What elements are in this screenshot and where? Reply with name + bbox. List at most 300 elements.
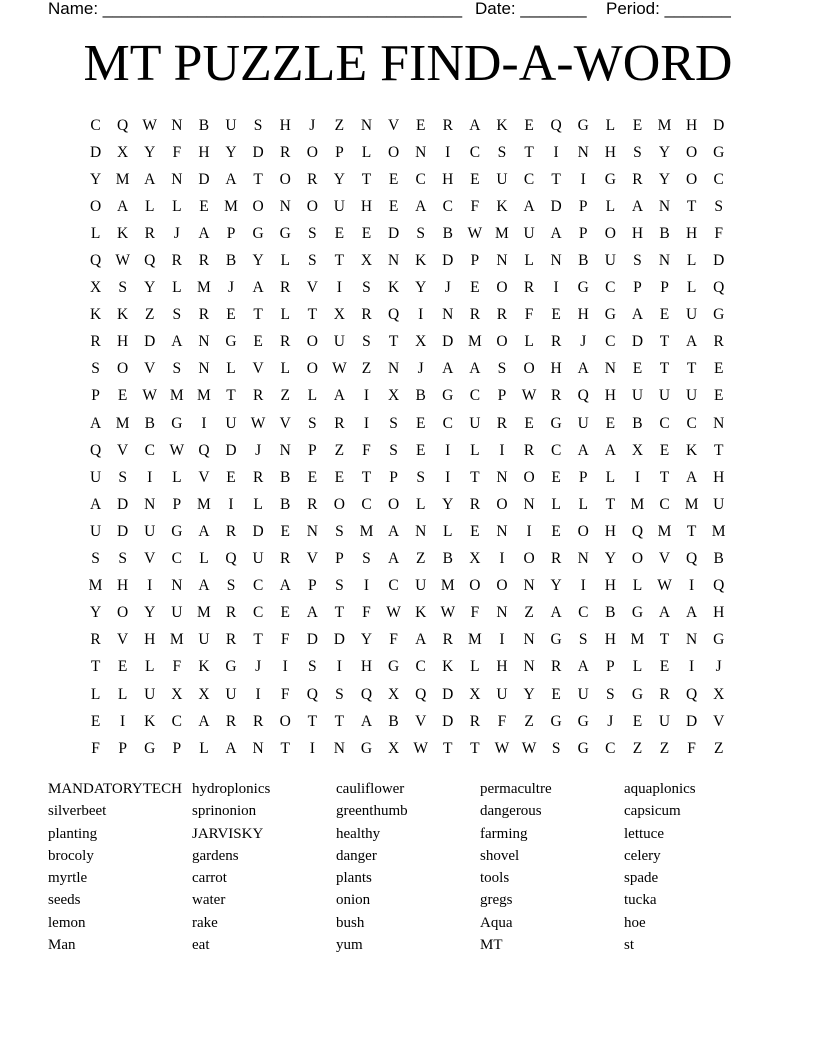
grid-letter: P (118, 739, 127, 757)
grid-letter: N (415, 522, 427, 540)
grid-letter: E (470, 279, 480, 297)
grid-letter: X (198, 685, 210, 703)
grid-letter: F (362, 441, 371, 459)
grid-letter: A (198, 577, 210, 595)
grid-letter: T (388, 333, 399, 351)
grid-letter: R (90, 333, 101, 351)
grid-letter: R (280, 279, 291, 297)
grid-letter: Z (334, 116, 345, 134)
grid-letter: C (469, 387, 481, 405)
grid-letter: P (578, 224, 588, 242)
grid-letter: G (171, 414, 183, 432)
grid-letter: K (198, 658, 210, 676)
grid-letter: K (415, 252, 427, 270)
grid-letter: O (496, 495, 508, 513)
grid-letter: O (523, 550, 535, 568)
word-item: myrtle (48, 870, 88, 887)
grid-letter: L (280, 252, 290, 270)
word-item: sprinonion (192, 803, 257, 820)
grid-letter: R (252, 387, 264, 405)
grid-letter: A (89, 414, 102, 432)
grid-letter: W (494, 739, 510, 757)
word-item: Aqua (480, 914, 513, 931)
grid-letter: E (117, 658, 128, 676)
grid-letter: V (306, 550, 318, 568)
grid-letter: T (686, 522, 697, 540)
grid-letter: A (686, 333, 698, 351)
grid-letter: N (333, 739, 345, 757)
grid-letter: S (416, 224, 425, 242)
grid-letter: M (197, 604, 211, 622)
grid-letter: S (307, 414, 317, 432)
header-fields (48, 0, 738, 20)
grid-letter: B (442, 224, 453, 242)
grid-letter: M (630, 495, 645, 513)
grid-letter: C (388, 577, 399, 595)
grid-letter: D (442, 685, 454, 703)
grid-letter: A (686, 468, 698, 486)
grid-letter: D (713, 116, 725, 134)
grid-letter: F (687, 739, 696, 757)
word-item: seeds (48, 892, 81, 909)
grid-letter: B (280, 468, 291, 486)
grid-letter: C (361, 495, 372, 513)
grid-letter: L (686, 252, 697, 270)
grid-letter: A (523, 197, 535, 215)
grid-letter: L (199, 739, 209, 757)
grid-letter: D (442, 252, 454, 270)
grid-letter: T (253, 170, 263, 188)
grid-letter: B (632, 414, 643, 432)
grid-letter: K (496, 116, 508, 134)
grid-letter: M (495, 224, 509, 242)
grid-letter: I (580, 577, 586, 595)
grid-letter: R (469, 306, 481, 324)
grid-letter: N (523, 495, 535, 513)
grid-letter: U (686, 306, 698, 324)
grid-letter: L (280, 360, 290, 378)
grid-letter: E (415, 116, 426, 134)
word-item: capsicum (624, 803, 681, 820)
grid-letter: L (253, 495, 263, 513)
grid-letter: T (524, 143, 534, 161)
grid-letter: S (335, 577, 344, 595)
grid-letter: W (413, 739, 428, 757)
grid-letter: C (605, 739, 616, 757)
grid-letter: G (713, 631, 725, 649)
word-item: JARVISKY (192, 825, 264, 842)
grid-letter: E (632, 116, 643, 134)
grid-letter: A (306, 604, 318, 622)
grid-letter: Y (550, 577, 562, 595)
grid-letter: O (387, 495, 400, 513)
grid-letter: C (171, 550, 182, 568)
grid-letter: H (604, 631, 616, 649)
word-item: greenthumb (336, 803, 408, 820)
grid-letter: R (225, 522, 237, 540)
grid-letter: X (631, 441, 644, 459)
grid-letter: L (307, 387, 318, 405)
grid-letter: I (120, 712, 126, 730)
grid-letter: X (469, 685, 481, 703)
grid-letter: Y (89, 170, 102, 188)
grid-letter: Z (415, 550, 426, 568)
grid-letter: S (253, 116, 263, 134)
grid-letter: W (169, 441, 185, 459)
grid-letter: O (577, 522, 589, 540)
grid-letter: N (604, 360, 616, 378)
letter-grid (82, 112, 736, 760)
grid-letter: U (89, 522, 102, 540)
grid-letter: M (169, 387, 184, 405)
grid-letter: J (309, 116, 316, 134)
grid-letter: E (551, 522, 561, 540)
grid-letter: G (171, 522, 183, 540)
grid-letter: H (144, 631, 156, 649)
grid-letter: I (282, 658, 288, 676)
grid-letter: G (225, 333, 237, 351)
grid-letter: G (631, 604, 644, 622)
word-item: silverbeet (48, 803, 107, 820)
word-item: tucka (624, 892, 657, 909)
grid-letter: U (469, 414, 481, 432)
name-field: Name: ______________________________________ (48, 0, 463, 18)
grid-letter: G (604, 170, 616, 188)
grid-letter: Q (577, 387, 589, 405)
grid-letter: Q (631, 522, 644, 540)
grid-letter: G (550, 712, 562, 730)
grid-letter: O (686, 170, 698, 188)
grid-row (82, 410, 736, 437)
grid-letter: I (553, 143, 559, 161)
grid-letter: N (387, 252, 400, 270)
grid-letter: A (631, 197, 644, 215)
grid-letter: D (686, 712, 698, 730)
grid-letter: C (415, 170, 426, 188)
grid-letter: Z (361, 360, 372, 378)
grid-letter: R (523, 279, 535, 297)
grid-letter: L (280, 306, 290, 324)
grid-letter: T (659, 333, 670, 351)
grid-letter: L (524, 333, 534, 351)
word-item: lettuce (624, 825, 664, 842)
word-item: tools (480, 870, 510, 887)
grid-letter: O (117, 604, 129, 622)
grid-letter: F (172, 658, 182, 676)
grid-letter: P (226, 224, 236, 242)
grid-letter: O (631, 550, 644, 568)
grid-letter: T (551, 170, 561, 188)
grid-letter: P (172, 739, 182, 757)
grid-letter: M (657, 116, 672, 134)
grid-letter: U (604, 252, 616, 270)
grid-letter: C (659, 495, 670, 513)
grid-letter: I (363, 577, 370, 595)
grid-letter: A (171, 333, 183, 351)
grid-letter: G (550, 414, 562, 432)
word-item: planting (48, 825, 98, 842)
grid-letter: H (713, 604, 725, 622)
grid-letter: V (279, 414, 291, 432)
grid-letter: M (657, 522, 672, 540)
grid-letter: A (577, 360, 589, 378)
grid-letter: C (171, 712, 182, 730)
grid-letter: D (144, 333, 156, 351)
grid-letter: U (631, 387, 644, 405)
grid-letter: S (633, 252, 642, 270)
grid-letter: C (252, 604, 264, 622)
grid-letter: I (363, 387, 370, 405)
grid-letter: A (469, 360, 481, 378)
grid-letter: F (389, 631, 398, 649)
grid-letter: A (333, 387, 345, 405)
grid-letter: O (686, 143, 698, 161)
page-title: MT PUZZLE FIND-A-WORD (83, 35, 733, 92)
period-field: Period: _______ (606, 0, 731, 18)
word-column (624, 778, 768, 956)
grid-letter: R (334, 414, 345, 432)
grid-letter: L (632, 658, 643, 676)
grid-letter: B (713, 550, 724, 568)
word-item: gardens (192, 847, 239, 864)
grid-letter: L (524, 252, 534, 270)
grid-letter: K (117, 224, 129, 242)
grid-row (82, 275, 736, 302)
grid-letter: V (144, 550, 156, 568)
grid-letter: N (686, 631, 698, 649)
grid-letter: Q (713, 577, 725, 595)
word-item: dangerous (480, 803, 542, 820)
grid-letter: Y (442, 495, 454, 513)
grid-letter: R (713, 333, 724, 351)
grid-letter: W (521, 739, 537, 757)
grid-letter: W (332, 360, 347, 378)
grid-letter: R (496, 306, 508, 324)
grid-letter: Q (89, 252, 102, 270)
grid-letter: E (605, 414, 616, 432)
grid-letter: K (89, 306, 102, 324)
grid-letter: E (659, 441, 670, 459)
grid-letter: R (550, 550, 562, 568)
word-item: danger (336, 847, 377, 864)
grid-letter: L (632, 577, 643, 595)
grid-letter: E (659, 306, 670, 324)
grid-letter: E (551, 685, 561, 703)
grid-letter: R (280, 550, 291, 568)
grid-letter: Z (659, 739, 670, 757)
grid-row (82, 356, 736, 383)
grid-letter: T (253, 631, 263, 649)
grid-letter: R (523, 441, 535, 459)
grid-letter: A (631, 306, 644, 324)
grid-letter: E (415, 441, 426, 459)
grid-letter: P (389, 468, 398, 486)
grid-letter: V (198, 468, 210, 486)
grid-letter: I (336, 658, 342, 676)
grid-letter: R (307, 170, 318, 188)
grid-letter: B (415, 387, 426, 405)
grid-letter: Z (280, 387, 290, 405)
grid-letter: A (387, 522, 400, 540)
grid-letter: A (469, 116, 481, 134)
grid-letter: W (115, 252, 130, 270)
grid-letter: X (387, 739, 400, 757)
grid-letter: I (418, 306, 424, 324)
word-item: gregs (480, 892, 513, 909)
grid-letter: B (659, 224, 670, 242)
grid-letter: J (255, 441, 262, 459)
grid-letter: S (307, 224, 317, 242)
grid-letter: J (607, 712, 614, 730)
grid-letter: Y (360, 631, 373, 649)
grid-letter: I (445, 143, 451, 161)
grid-letter: H (686, 116, 698, 134)
grid-letter: I (445, 441, 451, 459)
grid-letter: M (359, 522, 374, 540)
grid-letter: X (713, 685, 725, 703)
grid-letter: U (252, 550, 264, 568)
grid-letter: Y (604, 550, 616, 568)
grid-letter: I (689, 658, 695, 676)
word-item: carrot (192, 870, 227, 887)
word-item: celery (624, 847, 661, 864)
grid-letter: E (117, 387, 128, 405)
grid-letter: V (117, 631, 129, 649)
grid-letter: N (198, 333, 210, 351)
grid-letter: N (198, 360, 210, 378)
grid-letter: L (117, 685, 128, 703)
grid-letter: W (142, 387, 158, 405)
grid-letter: G (577, 116, 589, 134)
grid-letter: U (415, 577, 427, 595)
grid-letter: D (442, 333, 454, 351)
grid-letter: H (604, 387, 616, 405)
grid-letter: R (280, 333, 291, 351)
grid-row (82, 139, 736, 166)
grid-letter: O (523, 360, 535, 378)
grid-letter: N (658, 252, 671, 270)
grid-letter: B (442, 550, 453, 568)
grid-letter: A (225, 739, 237, 757)
grid-letter: P (578, 197, 588, 215)
grid-letter: U (225, 116, 237, 134)
grid-letter: N (496, 468, 508, 486)
grid-letter: E (713, 360, 724, 378)
grid-letter: F (714, 224, 724, 242)
grid-letter: I (336, 279, 342, 297)
grid-letter: G (225, 658, 237, 676)
grid-letter: I (553, 279, 559, 297)
grid-letter: N (171, 577, 183, 595)
grid-letter: J (715, 658, 722, 676)
grid-letter: L (415, 495, 426, 513)
grid-letter: L (686, 279, 697, 297)
grid-letter: U (144, 685, 156, 703)
grid-letter: M (197, 495, 211, 513)
grid-letter: L (172, 468, 182, 486)
grid-letter: T (253, 306, 263, 324)
grid-row (82, 193, 736, 220)
grid-letter: O (496, 279, 508, 297)
grid-row (82, 464, 736, 491)
grid-letter: G (279, 224, 291, 242)
grid-letter: U (89, 468, 102, 486)
grid-letter: L (443, 522, 453, 540)
grid-letter: N (171, 116, 183, 134)
grid-letter: L (90, 685, 101, 703)
grid-letter: E (253, 333, 263, 351)
grid-letter: J (444, 279, 451, 297)
grid-letter: W (521, 387, 537, 405)
grid-letter: T (361, 170, 372, 188)
grid-letter: E (361, 224, 372, 242)
grid-letter: P (307, 577, 317, 595)
grid-letter: D (89, 143, 102, 161)
grid-letter: S (551, 739, 561, 757)
grid-row (82, 654, 736, 681)
grid-letter: E (415, 414, 426, 432)
grid-letter: F (172, 143, 182, 161)
grid-letter: S (389, 414, 398, 432)
grid-letter: G (550, 631, 562, 649)
grid-letter: G (577, 739, 589, 757)
word-item: aquaplonics (624, 781, 696, 797)
word-item: bush (336, 914, 365, 931)
grid-letter: T (686, 360, 697, 378)
grid-row (82, 627, 736, 654)
grid-letter: Q (89, 441, 102, 459)
grid-letter: S (606, 685, 615, 703)
grid-letter: H (442, 170, 454, 188)
grid-letter: L (361, 143, 372, 161)
grid-letter: R (632, 170, 643, 188)
grid-letter: A (198, 712, 210, 730)
grid-letter: R (252, 712, 264, 730)
grid-letter: H (117, 577, 129, 595)
grid-letter: T (605, 495, 616, 513)
grid-letter: E (280, 604, 290, 622)
grid-letter: A (252, 279, 264, 297)
grid-letter: D (550, 197, 562, 215)
grid-letter: H (117, 333, 129, 351)
grid-letter: I (526, 522, 532, 540)
grid-letter: Z (145, 306, 155, 324)
grid-letter: M (711, 522, 726, 540)
grid-letter: Y (658, 143, 671, 161)
grid-letter: C (252, 577, 264, 595)
grid-letter: G (144, 739, 156, 757)
grid-letter: S (335, 522, 344, 540)
grid-letter: I (634, 468, 640, 486)
grid-letter: G (577, 279, 589, 297)
grid-letter: R (442, 116, 453, 134)
grid-row (82, 735, 736, 762)
grid-letter: M (224, 197, 238, 215)
grid-letter: A (415, 197, 427, 215)
grid-letter: X (387, 685, 400, 703)
grid-letter: X (387, 387, 400, 405)
grid-letter: V (387, 116, 400, 134)
grid-letter: D (333, 631, 345, 649)
grid-letter: M (115, 414, 130, 432)
grid-letter: B (280, 495, 291, 513)
grid-letter: J (255, 658, 262, 676)
grid-letter: N (550, 252, 562, 270)
grid-letter: E (388, 197, 399, 215)
grid-letter: B (144, 414, 155, 432)
grid-letter: R (361, 306, 372, 324)
grid-letter: A (225, 170, 237, 188)
